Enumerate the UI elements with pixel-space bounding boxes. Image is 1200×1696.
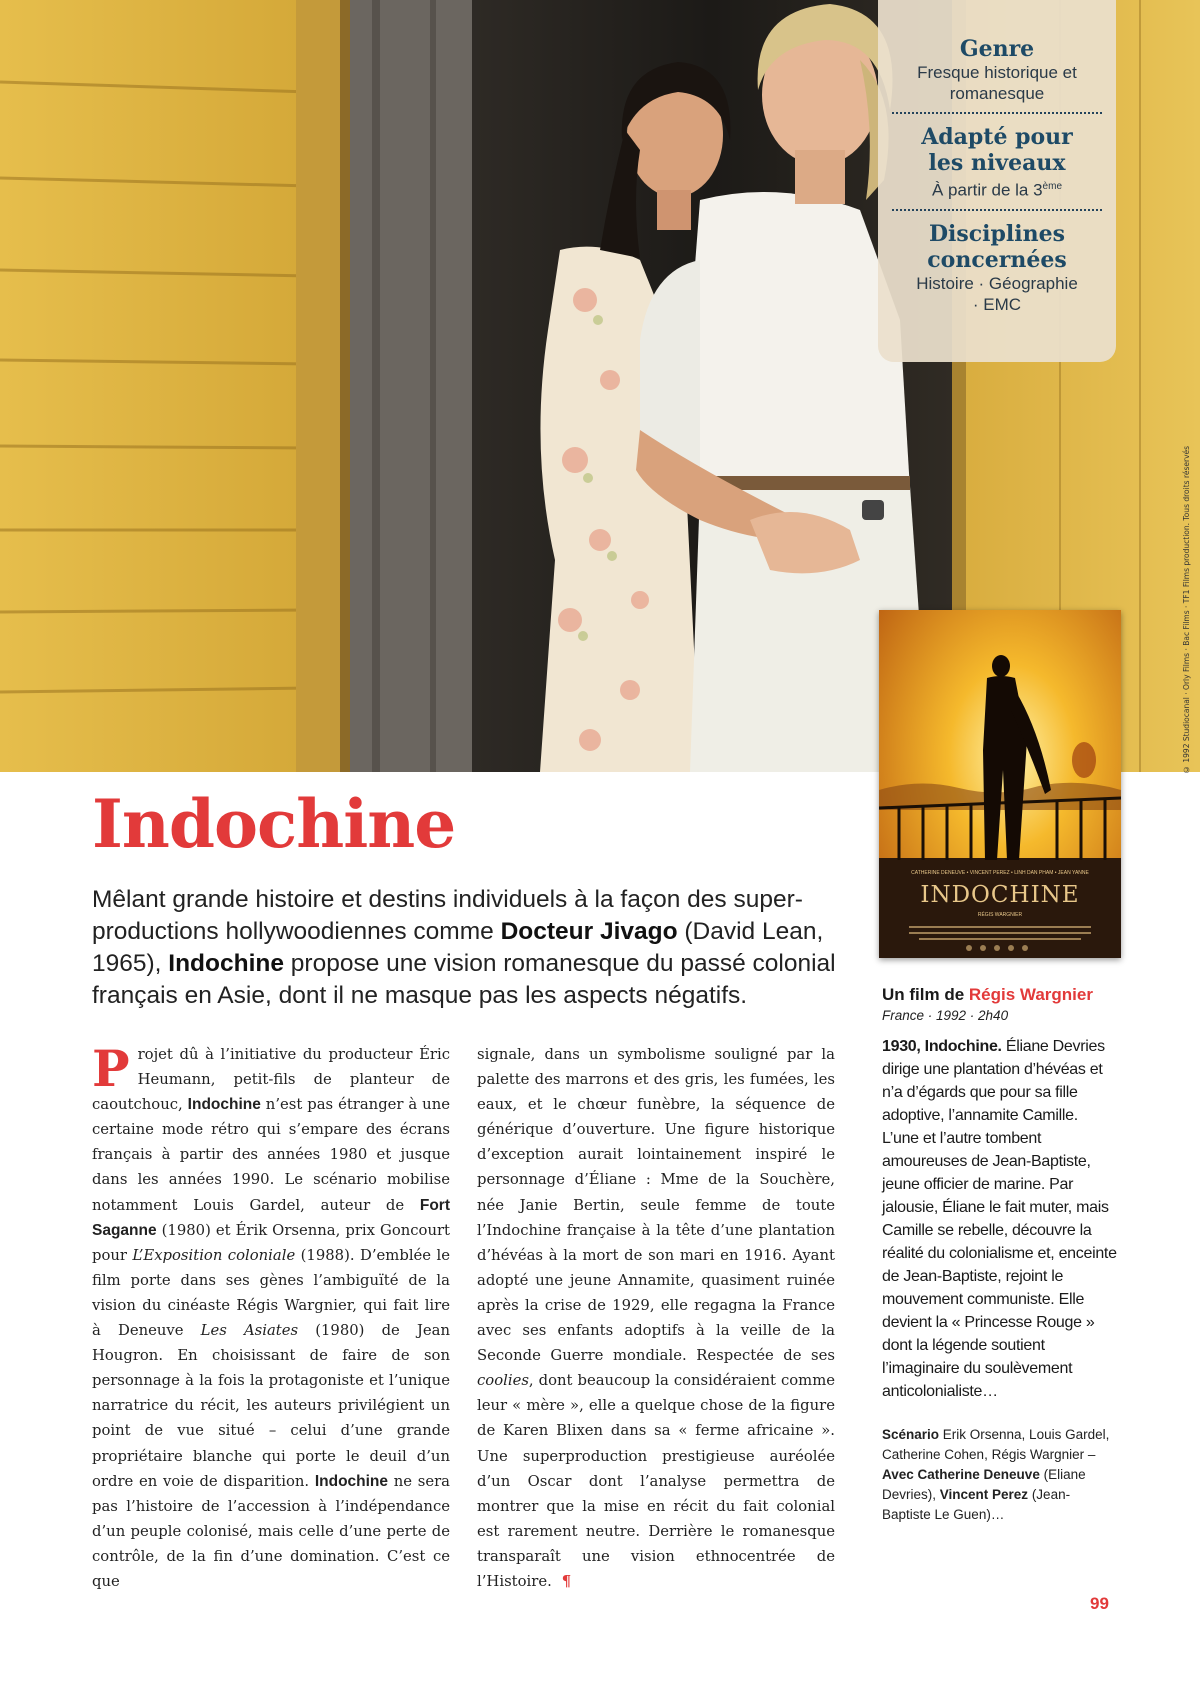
intro-indochine: Indochine [168, 950, 284, 977]
film-poster [879, 610, 1121, 958]
col1-text-4: (1988). D’emblée le film porte dans ses gènes l’ambiguïté de la vision du cinéaste Régis Wargnier, qui fait lire à Deneuve [92, 1246, 450, 1340]
levels-title [892, 124, 1102, 176]
disciplines-title-line1: Disciplines [928, 220, 1066, 247]
levels-value [892, 176, 1102, 201]
credits-label-cast: Avec [882, 1467, 914, 1482]
article-title: Indochine [92, 785, 456, 863]
credits-label-scenario: Scénario [882, 1427, 940, 1442]
col1-bold-3: Indochine [314, 1472, 389, 1490]
credits-actor-2: Vincent Perez [939, 1487, 1029, 1502]
levels-value-sup: ème [1042, 181, 1062, 192]
credits-text-1: Erik Orsenna, Louis Gardel, Catherine Cohen, Régis Wargnier – [882, 1427, 1110, 1462]
credits-text-2: (Eliane Devries), [882, 1467, 1086, 1502]
levels-section [892, 112, 1102, 209]
end-mark: ¶ [561, 1572, 572, 1590]
synopsis-lead: 1930, Indochine. [882, 1038, 1002, 1055]
body-column-2 [477, 1042, 835, 1594]
col1-text-2: n’est pas étranger à une certaine mode rétro qui s’empare des écrans français à partir des années 1980 et jusque dans les années 1990. Le scénario mobilise notamment Louis Gardel, auteur de [92, 1096, 450, 1214]
poster-director: RÉGIS WARGNIER [977, 912, 1023, 918]
body-column-1 [92, 1039, 450, 1594]
page-number: 99 [1090, 1594, 1109, 1613]
synopsis-text: Éliane Devries dirige une plantation d’hévéas et n’a d’égards que pour sa fille adoptive, l’annamite Camille. L’une et l’autre tombent amoureuses de Jean-Baptiste, jeune officier de marine. Par jalousie, Éliane le fait muter, mais Camille se rebelle, découvre la réalité du colonialisme et, enceinte de Jean-Baptiste, rejoint le mouvement communiste. Elle devient la « Princesse Rouge » dont la légende soutient l’imaginaire du soulèvement anticolonialiste… [882, 1038, 1117, 1400]
film-byline [882, 984, 1118, 1006]
col2-italic-1: coolies [477, 1372, 529, 1390]
genre-title: Genre [959, 36, 1035, 62]
col1-text-3: (1980) et Érik Orsenna, prix Goncourt pour [92, 1221, 450, 1264]
credits-actor-1: Catherine Deneuve [913, 1467, 1040, 1482]
photo-credit: © 1992 Studiocanal · Orly Films · Bac Films · TF1 Films production. Tous droits réservés [1182, 445, 1191, 774]
poster-title: INDOCHINE [920, 882, 1080, 908]
film-label: Un film de [882, 985, 969, 1004]
disciplines-title [892, 221, 1102, 273]
film-credits [882, 1425, 1118, 1525]
levels-value-text: À partir de la 3 [931, 180, 1043, 200]
credits-text-3: (Jean-Baptiste Le Guen)… [882, 1487, 1071, 1522]
genre-section [892, 36, 1102, 112]
intro-paragraph [92, 884, 838, 1012]
intro-jivago: Docteur Jivago [500, 918, 678, 945]
poster-cast: CATHERINE DENEUVE • VINCENT PEREZ • LINH DAN PHAM • JEAN YANNE [911, 870, 1089, 876]
levels-title-line2: les niveaux [928, 150, 1066, 176]
disciplines-section [892, 209, 1102, 323]
film-meta: France · 1992 · 2h40 [882, 1008, 1009, 1023]
intro-text-2: (David Lean, 1965), [92, 918, 824, 977]
intro-text-1: Mêlant grande histoire et destins individuels à la façon des super-productions hollywoodiennes comme [92, 886, 803, 945]
film-sidebar [882, 984, 1118, 1525]
col1-bold-2: Fort Saganne [92, 1196, 450, 1239]
col1-italic-1: L’Exposition coloniale [132, 1246, 296, 1264]
film-synopsis [882, 1035, 1118, 1403]
col1-text-6: ne sera pas l’histoire de l’accession à l’indépendance d’un peuple colonisé, mais celle d’une perte de contrôle, de la fin d’une domination. C’est ce que [92, 1472, 450, 1590]
col1-text-5: (1980) de Jean Hougron. En choisissant de faire de son personnage à la fois la protagoniste et l’unique narratrice du récit, les auteurs privilégient un point de vue situé – celui d’une grande propriétaire blanche qui porte le deuil d’un ordre en voie de disparition. [92, 1322, 450, 1490]
disciplines-value-line2: · EMC [972, 294, 1022, 314]
intro-text-3: propose une vision romanesque du passé colonial français en Asie, dont il ne masque pas les aspects négatifs. [92, 950, 836, 1009]
col1-italic-2: Les Asiates [200, 1322, 299, 1340]
col1-bold-1: Indochine [187, 1096, 261, 1114]
disciplines-value [892, 273, 1102, 315]
disciplines-title-line2: concernées [927, 246, 1067, 273]
info-box [878, 0, 1116, 362]
col1-text-1: rojet dû à l’initiative du producteur Éric Heumann, petit-fils de planteur de caoutchouc, [92, 1046, 450, 1114]
disciplines-value-line1: Histoire · Géographie [916, 273, 1078, 293]
levels-title-line1: Adapté pour [921, 124, 1073, 150]
col2-text-1: signale, dans un symbolisme souligné par la palette des marrons et des gris, les fumées, les eaux, et le chœur funèbre, la séquence de générique d’ouverture. Une figure historique d’exception aurait lointainement inspiré le personnage d’Éliane : Mme de la Souchère, née Janie Bertin, seule femme de toute l’Indochine française à la tête d’une plantation d’hévéas à la mort de son mari en 1916. Ayant adopté une jeune Annamite, quasiment ruinée après la crise de 1929, elle regagna la France avec ses enfants adoptifs à la veille de la Seconde Guerre mondiale. Respectée de ses [477, 1046, 835, 1365]
dropcap: P [92, 1039, 130, 1098]
film-director: Régis Wargnier [968, 985, 1093, 1004]
poster-illustration [879, 610, 1121, 958]
genre-value: Fresque historique et romanesque [917, 63, 1077, 103]
col2-text-2: , dont beaucoup la considéraient comme leur « mère », elle a quelque chose de la figure de Karen Blixen dans sa « ferme africaine ». Une superproduction prestigieuse auréolée d’un Oscar dont l’analyse permettra de montrer que la mise en récit du fait colonial est rarement neutre. Derrière le romanesque transparaît une vision ethnocentrée de l’Histoire. [477, 1372, 835, 1590]
